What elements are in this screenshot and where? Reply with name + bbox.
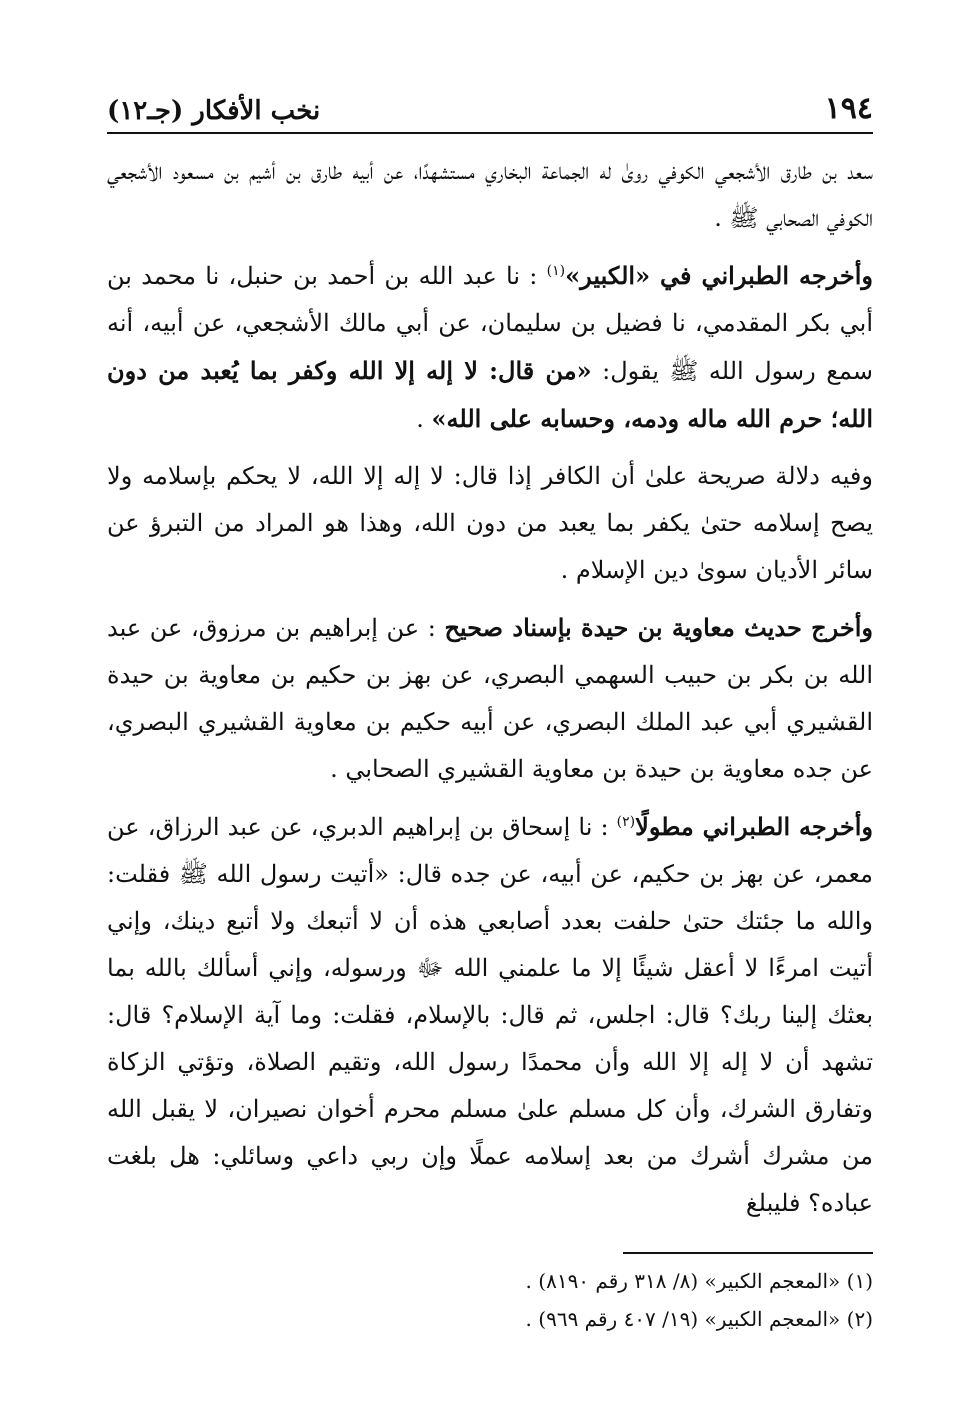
paragraph-text: : عن إبراهيم بن مرزوق، عن عبد الله بن بكر بن حبيب السهمي البصري، عن بهز بن حكيم بن معاوية بن حيدة القشيري أبي عبد الملك البصري، عن أبيه حكيم بن معاوية القشيري البصري، عن جده معاوية بن حيدة بن معاوية القشيري الصحابي . xyxy=(107,614,873,783)
footnote-divider xyxy=(623,1252,873,1254)
page-body xyxy=(107,148,873,1227)
footnote-ref-1: (١) xyxy=(546,263,566,279)
footnote-ref-2: (٢) xyxy=(616,814,636,830)
book-title: نخب الأفكار (جـ١٢) xyxy=(107,96,321,126)
header-divider xyxy=(107,132,873,134)
paragraph-1 xyxy=(107,148,873,242)
hadith-quote: «من قال: لا إله إلا الله وكفر بما يُعبد من دون الله؛ حرم الله ماله ودمه، وحسابه على الله» xyxy=(107,356,873,433)
page-header xyxy=(107,86,873,126)
paragraph-5 xyxy=(107,803,873,1227)
paragraph-text: : نا عبد الله بن أحمد بن حنبل، نا محمد بن أبي بكر المقدمي، نا فضيل بن سليمان، عن أبي مالك الأشجعي، عن أبيه، أنه سمع رسول الله ﷺ يقول: xyxy=(107,262,874,385)
paragraph-text: : نا إسحاق بن إبراهيم الدبري، عن عبد الرزاق، عن معمر، عن بهز بن حكيم، عن أبيه، عن جده قال: «أتيت رسول الله ﷺ فقلت: والله ما جئتك حتىٰ حلفت بعدد أصابعي هذه أن لا أتبعك ولا أتبع دينك، وإني أتيت امرءًا لا أعقل شيئًا إلا ما علمني الله ﷻ ورسوله، وإني أسألك بالله بما بعثك إلينا ربك؟ قال: اجلس، ثم قال: بالإسلام، فقلت: وما آية الإسلام؟ قال: تشهد أن لا إله إلا الله وأن محمدًا رسول الله، وتقيم الصلاة، وتؤتي الزكاة وتفارق الشرك، وأن كل مسلم علىٰ مسلم محرم أخوان نصيران، لا يقبل الله من مشرك أشرك من بعد إسلامه عملًا وإن ربي داعي وسائلي: هل بلغت عباده؟ فليبلغ xyxy=(107,813,873,1217)
page-number: ١٩٤ xyxy=(824,91,873,126)
footnotes xyxy=(107,1262,873,1338)
paragraph-3 xyxy=(107,453,873,594)
paragraph-4 xyxy=(107,604,873,793)
paragraph-bold-lead: وأخرجه الطبراني مطولًا xyxy=(635,812,873,841)
footnote-2: (٢) «المعجم الكبير» (١٩/ ٤٠٧ رقم ٩٦٩) . xyxy=(525,1307,873,1331)
footnote-1: (١) «المعجم الكبير» (٨/ ٣١٨ رقم ٨١٩٠) . xyxy=(525,1269,873,1293)
paragraph-2 xyxy=(107,252,873,443)
paragraph-text-end: . xyxy=(416,405,432,433)
paragraph-bold-lead: وأخرج حديث معاوية بن حيدة بإسناد صحيح xyxy=(444,613,874,642)
paragraph-text: سعد بن طارق الأشجعي الكوفي روىٰ له الجماعة البخاري مستشهدًا، عن أبيه طارق بن أشيم بن مسعود الأشجعي الكوفي الصحابي ﷺ . xyxy=(107,157,873,232)
paragraph-text: وفيه دلالة صريحة علىٰ أن الكافر إذا قال: لا إله إلا الله، لا يحكم بإسلامه ولا يصح إسلامه حتىٰ يكفر بما يعبد من دون الله، وهذا هو المراد من التبرؤ عن سائر الأديان سوىٰ دين الإسلام . xyxy=(107,462,873,584)
paragraph-bold-lead: وأخرجه الطبراني في «الكبير» xyxy=(565,261,874,290)
